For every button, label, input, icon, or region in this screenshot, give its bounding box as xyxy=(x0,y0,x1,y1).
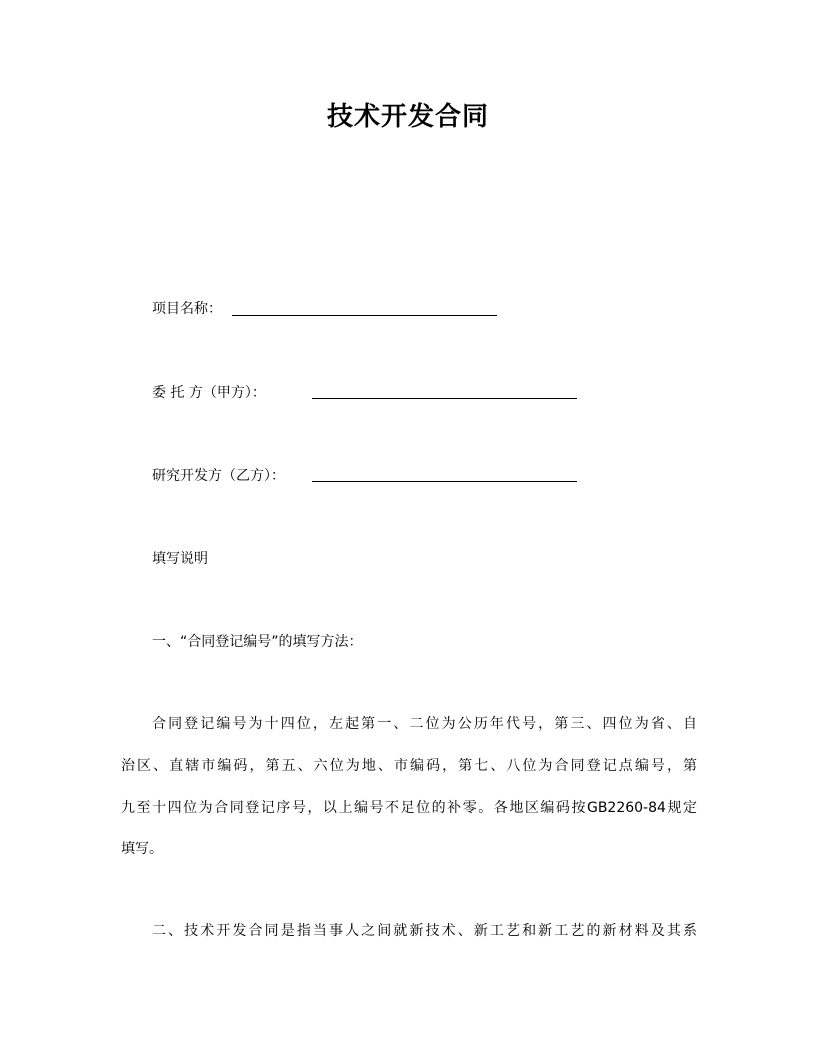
section1-line-4: 填写。 xyxy=(121,841,163,857)
instructions-heading: 填写说明 xyxy=(152,551,208,567)
client-label: 委 托 方（甲方）： xyxy=(152,385,266,401)
developer-blank[interactable] xyxy=(312,481,577,482)
developer-label: 研究开发方（乙方）： xyxy=(152,468,285,484)
project-name-blank[interactable] xyxy=(232,315,497,316)
project-name-field xyxy=(152,298,222,318)
document-title: 技术开发合同 xyxy=(326,102,489,132)
section1-line-1: 合同登记编号为十四位，左起第一、二位为公历年代号，第三、四位为省、自 xyxy=(152,716,697,732)
client-field xyxy=(152,382,266,402)
client-blank[interactable] xyxy=(312,398,577,399)
project-name-label: 项目名称： xyxy=(152,301,222,317)
section1-heading: 一、“合同登记编号”的填写方法： xyxy=(152,634,363,650)
developer-field xyxy=(152,465,285,485)
section1-line-3: 九至十四位为合同登记序号，以上编号不足位的补零。各地区编码按GB2260-84规定 xyxy=(121,800,697,816)
section1-line-2: 治区、直辖市编码，第五、六位为地、市编码，第七、八位为合同登记点编号，第 xyxy=(121,758,697,774)
section2-line-1: 二、技术开发合同是指当事人之间就新技术、新工艺和新工艺的新材料及其系 xyxy=(152,923,697,939)
